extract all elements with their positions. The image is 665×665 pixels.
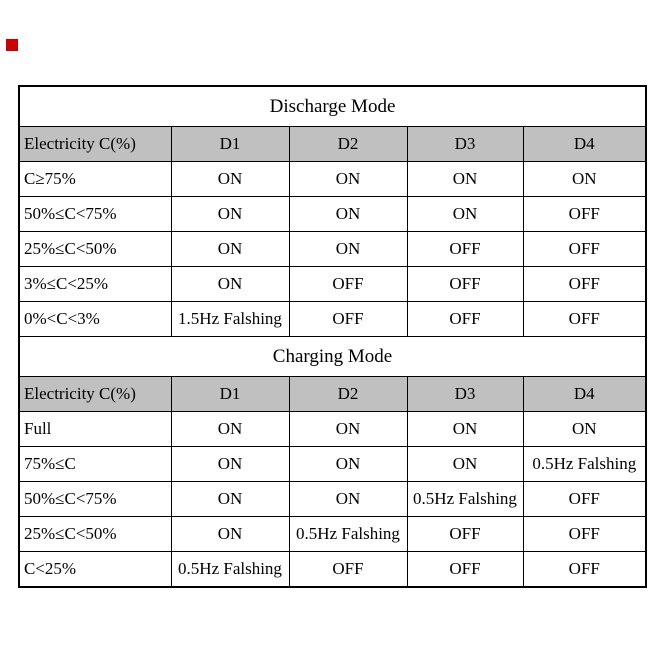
red-square-marker <box>6 39 18 51</box>
led-state-cell: OFF <box>407 267 523 302</box>
range-label-cell: 50%≤C<75% <box>19 482 171 517</box>
range-label-cell: 25%≤C<50% <box>19 232 171 267</box>
led-state-cell: OFF <box>523 267 646 302</box>
led-state-cell: OFF <box>523 482 646 517</box>
led-state-cell: ON <box>407 162 523 197</box>
led-indicator-table <box>18 85 647 588</box>
led-state-cell: OFF <box>289 302 407 337</box>
table-row <box>19 197 646 232</box>
section-title: Charging Mode <box>19 337 646 377</box>
range-label-cell: 50%≤C<75% <box>19 197 171 232</box>
led-state-cell: OFF <box>407 232 523 267</box>
table-row <box>19 552 646 588</box>
column-header-d3: D3 <box>407 127 523 162</box>
led-state-cell: OFF <box>523 552 646 588</box>
led-state-cell: ON <box>407 197 523 232</box>
led-state-cell: ON <box>289 197 407 232</box>
led-state-cell: ON <box>289 232 407 267</box>
led-state-cell: 0.5Hz Falshing <box>523 447 646 482</box>
led-state-cell: ON <box>171 412 289 447</box>
column-header-electricity: Electricity C(%) <box>19 127 171 162</box>
led-state-cell: OFF <box>523 232 646 267</box>
led-state-cell: OFF <box>407 517 523 552</box>
range-label-cell: 25%≤C<50% <box>19 517 171 552</box>
led-state-cell: OFF <box>523 302 646 337</box>
range-label-cell: Full <box>19 412 171 447</box>
table-row <box>19 517 646 552</box>
range-label-cell: 3%≤C<25% <box>19 267 171 302</box>
section-title: Discharge Mode <box>19 86 646 127</box>
column-header-d4: D4 <box>523 127 646 162</box>
led-state-cell: ON <box>407 412 523 447</box>
led-state-cell: ON <box>171 447 289 482</box>
column-header-d4: D4 <box>523 377 646 412</box>
led-state-cell: ON <box>289 447 407 482</box>
column-header-d3: D3 <box>407 377 523 412</box>
table-row <box>19 447 646 482</box>
led-state-cell: ON <box>523 162 646 197</box>
range-label-cell: 0%<C<3% <box>19 302 171 337</box>
column-header-d1: D1 <box>171 127 289 162</box>
led-state-cell: ON <box>171 517 289 552</box>
led-state-cell: 0.5Hz Falshing <box>171 552 289 588</box>
column-header-d2: D2 <box>289 377 407 412</box>
range-label-cell: C<25% <box>19 552 171 588</box>
led-state-cell: 0.5Hz Falshing <box>289 517 407 552</box>
range-label-cell: 75%≤C <box>19 447 171 482</box>
table-row <box>19 162 646 197</box>
led-state-cell: OFF <box>289 552 407 588</box>
led-state-cell: ON <box>289 412 407 447</box>
section-title-row <box>19 86 646 127</box>
section-title-row <box>19 337 646 377</box>
led-state-cell: OFF <box>523 517 646 552</box>
table-row <box>19 302 646 337</box>
led-state-cell: ON <box>289 162 407 197</box>
column-header-d1: D1 <box>171 377 289 412</box>
led-state-cell: ON <box>523 412 646 447</box>
range-label-cell: C≥75% <box>19 162 171 197</box>
led-state-cell: 0.5Hz Falshing <box>407 482 523 517</box>
led-state-cell: ON <box>171 162 289 197</box>
table-row <box>19 482 646 517</box>
led-state-cell: 1.5Hz Falshing <box>171 302 289 337</box>
led-state-cell: ON <box>171 232 289 267</box>
led-state-cell: OFF <box>523 197 646 232</box>
led-state-cell: ON <box>171 482 289 517</box>
led-state-cell: ON <box>171 197 289 232</box>
column-header-row <box>19 127 646 162</box>
table-row <box>19 267 646 302</box>
led-state-cell: ON <box>289 482 407 517</box>
column-header-row <box>19 377 646 412</box>
column-header-electricity: Electricity C(%) <box>19 377 171 412</box>
led-state-cell: OFF <box>407 302 523 337</box>
table-row <box>19 232 646 267</box>
table-row <box>19 412 646 447</box>
column-header-d2: D2 <box>289 127 407 162</box>
led-state-cell: ON <box>407 447 523 482</box>
led-state-cell: OFF <box>407 552 523 588</box>
led-state-cell: ON <box>171 267 289 302</box>
led-state-cell: OFF <box>289 267 407 302</box>
